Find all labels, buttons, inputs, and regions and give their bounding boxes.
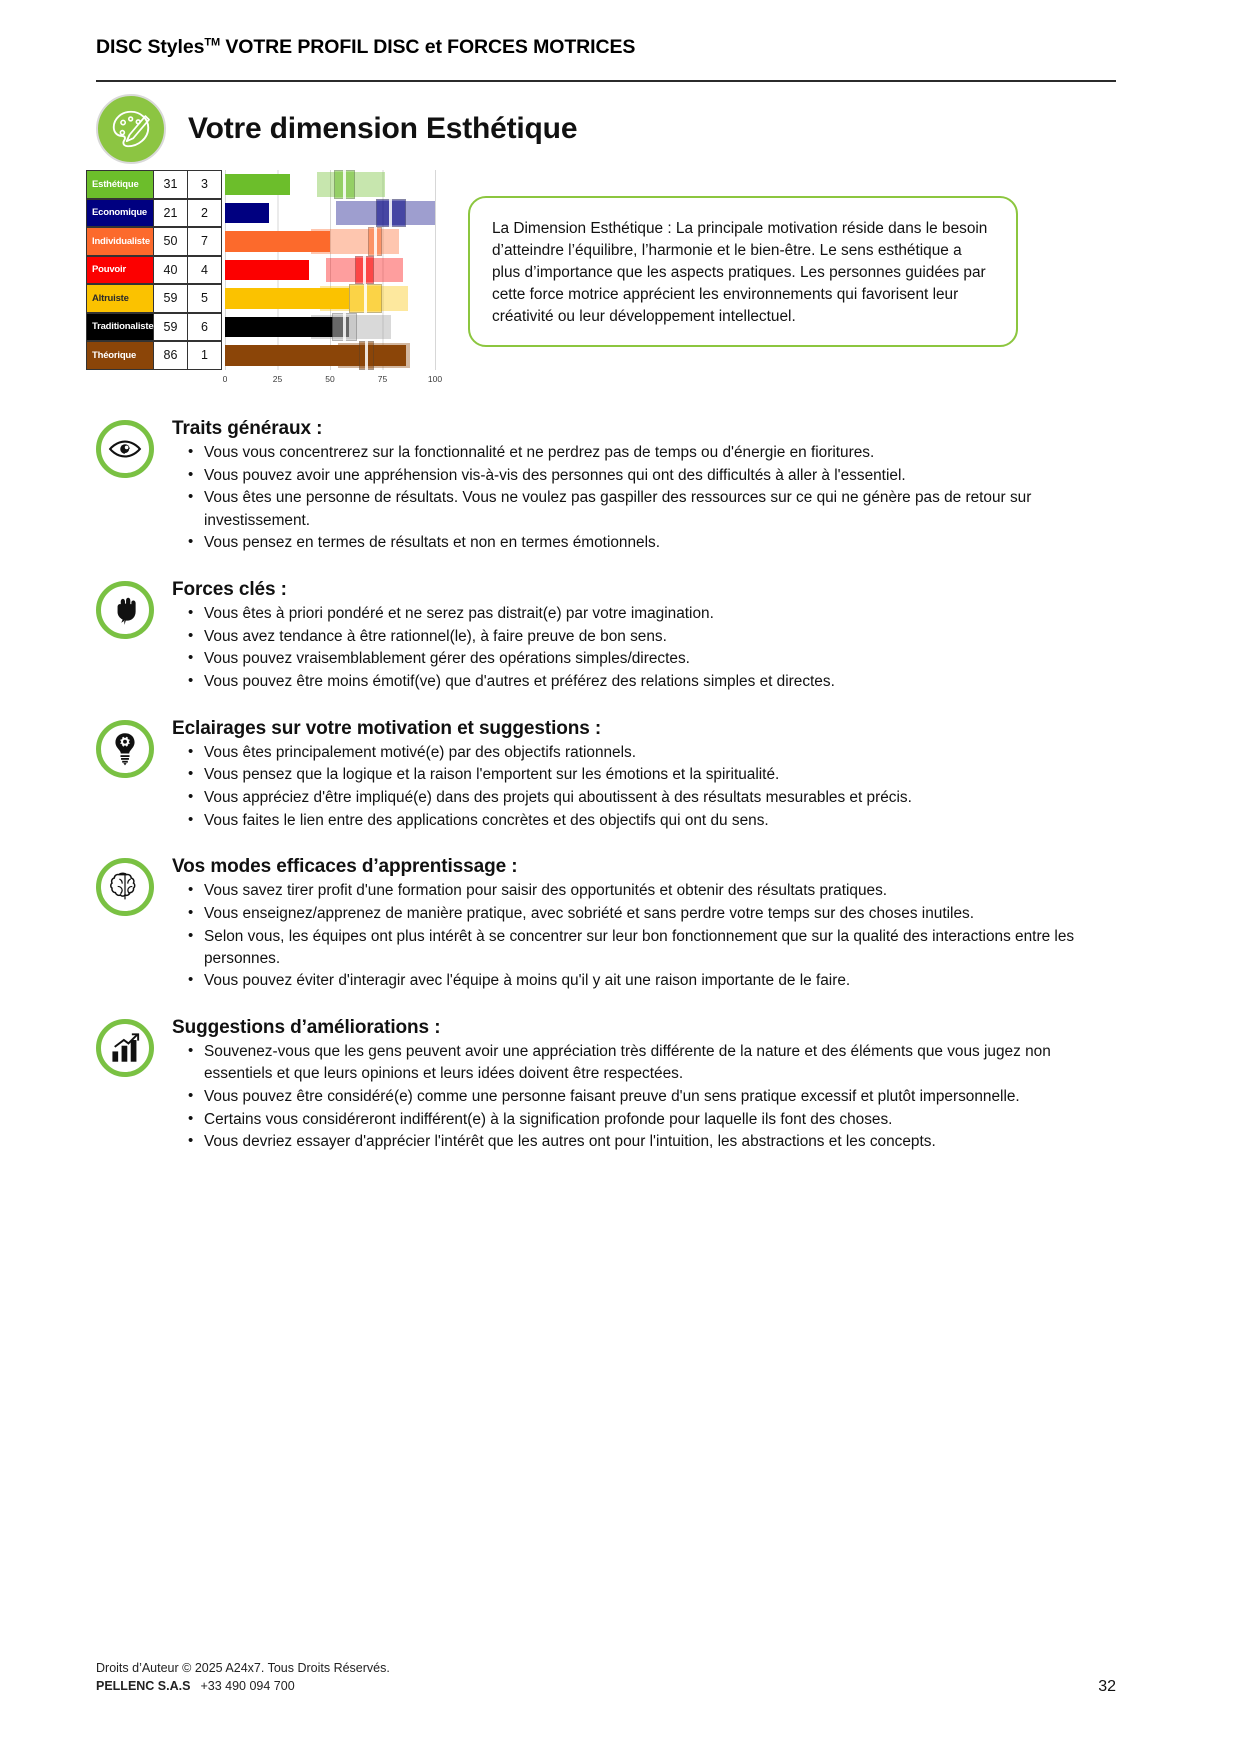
section-title: Traits généraux : [172,418,323,439]
chart-row [86,170,436,199]
dimension-title: Votre dimension Esthétique [188,112,578,145]
brain-icon [96,858,154,916]
section-bullet-item: • Vous pensez que la logique et la raison l'emportent sur les émotions et la spiritualité. [188,764,1116,786]
section-bullet-item: • Vous savez tirer profit d'une formation pour saisir des opportunités et obtenir des résultats pratiques. [188,880,1116,902]
content-section [96,1015,1116,1154]
lightbulb-gear-icon [96,720,154,778]
section-body [172,716,1116,833]
header-title-rest: VOTRE PROFIL DISC et FORCES MOTRICES [220,36,636,58]
section-bullet-list [172,1041,1116,1153]
footer-left [96,1659,390,1697]
section-body [172,577,1116,694]
footer-company: PELLENC S.A.S [96,1679,191,1694]
chart-row-label: Esthétique [86,170,154,199]
chart-row-label: Théorique [86,341,154,370]
chart-row-rank: 5 [188,284,222,313]
chart-row-rank: 4 [188,256,222,285]
chart-axis-tick: 0 [222,373,228,384]
section-bullet-item: • Vous faites le lien entre des applications concrètes et des objectifs qui ont du sens. [188,810,1116,832]
chart-norm-median-marker [389,199,392,228]
section-bullet-item: • Souvenez-vous que les gens peuvent avoir une appréciation très différente de la nature et des éléments que vous jugez non essentiels et que leurs opinions et leurs idées doivent être respectées. [188,1041,1116,1085]
chart-norm-median-marker [365,341,368,370]
page-footer [96,1659,1116,1697]
chart-bar [225,231,330,252]
content-section [96,416,1116,555]
chart-row-score: 40 [154,256,188,285]
chart-row-score: 50 [154,227,188,256]
chart-row [86,227,436,256]
chart-row-plot [225,170,436,199]
chart-row [86,256,436,285]
chart-row-score: 59 [154,284,188,313]
section-bullet-item: • Vous avez tendance à être rationnel(le), à faire preuve de bon sens. [188,626,1116,648]
chart-rows [86,170,436,370]
chart-row-score: 86 [154,341,188,370]
chart-row-rank: 6 [188,313,222,342]
forces-motrices-chart [86,170,443,392]
content-section [96,854,1116,993]
section-title: Vos modes efficaces d’apprentissage : [172,856,518,878]
chart-row-score: 21 [154,199,188,228]
footer-copyright: Droits d’Auteur © 2025 A24x7. Tous Droits Réservés. [96,1660,390,1675]
section-bullet-item: • Vous pouvez éviter d'interagir avec l'équipe à moins qu'il y ait une raison importante de le faire. [188,970,1116,992]
section-bullet-list [172,603,1116,693]
chart-norm-median-marker [343,313,346,342]
footer-phone: +33 490 094 700 [200,1679,295,1694]
chart-row-rank: 2 [188,199,222,228]
chart-bar [225,345,406,366]
chart-axis-tick: 25 [272,373,283,384]
chart-row-plot [225,227,436,256]
chart-bar [225,288,349,309]
chart-row-label: Individualiste [86,227,154,256]
section-title: Eclairages sur votre motivation et suggestions : [172,717,602,739]
chart-row [86,341,436,370]
chart-bar [225,317,349,338]
page-number: 32 [1098,1678,1116,1695]
section-bullet-item: • Vous êtes principalement motivé(e) par des objectifs rationnels. [188,742,1116,764]
chart-row-plot [225,313,436,342]
growth-chart-icon [96,1019,154,1077]
section-bullet-item: • Vous pouvez vraisemblablement gérer des opérations simples/directes. [188,648,1116,670]
chart-row-plot [225,256,436,285]
section-badge-column [96,716,172,778]
chart-axis-tick: 100 [427,373,443,384]
fist-icon [96,581,154,639]
chart-row-label: Pouvoir [86,256,154,285]
chart-bar [225,203,269,224]
section-bullet-item: • Vous pouvez avoir une appréhension vis-à-vis des personnes qui ont des difficultés à aller à l'essentiel. [188,465,1116,487]
section-badge-column [96,1015,172,1077]
content-sections [96,416,1116,1176]
chart-row-plot [225,341,436,370]
chart-x-axis [222,370,443,392]
chart-row-rank: 1 [188,341,222,370]
section-title: Forces clés : [172,578,287,600]
chart-norm-median-marker [363,256,366,285]
dimension-heading [96,94,577,164]
header-title-main: DISC Styles [96,36,205,58]
content-section [96,716,1116,833]
chart-row [86,313,436,342]
chart-norm-median-marker [364,284,367,313]
section-bullet-item: • Vous pouvez être considéré(e) comme une personne faisant preuve d'un sens pratique excessif et plutôt impersonnelle. [188,1086,1116,1108]
chart-norm-median-marker [343,170,346,199]
section-bullet-list [172,742,1116,832]
chart-row-label: Economique [86,199,154,228]
dimension-description-text: La Dimension Esthétique : La principale motivation réside dans le besoin d’atteindre l’équilibre, l’harmonie et le bien-être. Le sens esthétique a plus d’importance que les aspects pratiques. Les personnes guidées par cette force motrice apprécient les environnements qui favorisent leur créativité ou leur développement intellectuel. [492,220,988,325]
section-bullet-item: • Vous êtes une personne de résultats. Vous ne voulez pas gaspiller des ressources sur ce qui ne génère pas de retour sur investissement. [188,487,1116,531]
chart-norm-median-marker [374,227,377,256]
chart-row-score: 31 [154,170,188,199]
page-header [96,36,1116,59]
section-badge-column [96,577,172,639]
chart-row-rank: 3 [188,170,222,199]
section-badge-column [96,416,172,478]
header-title [96,36,1116,59]
palette-icon [96,94,166,164]
chart-bar [225,174,290,195]
section-bullet-item: • Selon vous, les équipes ont plus intérêt à se concentrer sur leur bon fonctionnement que sur la qualité des interactions entre les personnes. [188,926,1116,970]
section-bullet-item: • Vous devriez essayer d'apprécier l'intérêt que les autres ont pour l'intuition, les abstractions et les concepts. [188,1131,1116,1153]
chart-row [86,199,436,228]
chart-row-plot [225,284,436,313]
chart-axis-tick: 50 [325,373,335,384]
header-divider [96,80,1116,82]
section-bullet-item: • Certains vous considéreront indifférent(e) à la signification profonde pour laquelle ils font des choses. [188,1109,1116,1131]
section-bullet-item: • Vous appréciez d'être impliqué(e) dans des projets qui aboutissent à des résultats mesurables et précis. [188,787,1116,809]
chart-row-plot [225,199,436,228]
section-body [172,1015,1116,1154]
chart-row-rank: 7 [188,227,222,256]
section-body [172,854,1116,993]
dimension-description-callout [468,196,1018,347]
chart-axis-tick: 75 [377,373,388,384]
section-body [172,416,1116,555]
chart-row-score: 59 [154,313,188,342]
chart-bar [225,260,309,281]
section-badge-column [96,854,172,916]
section-bullet-item: • Vous enseignez/apprenez de manière pratique, avec sobriété et sans perdre votre temps sur des choses inutiles. [188,903,1116,925]
section-bullet-item: • Vous vous concentrerez sur la fonctionnalité et ne perdrez pas de temps ou d'énergie en fioritures. [188,442,1116,464]
section-bullet-item: • Vous pensez en termes de résultats et non en termes émotionnels. [188,532,1116,554]
chart-row-label: Traditionaliste [86,313,154,342]
section-bullet-item: • Vous êtes à priori pondéré et ne serez pas distrait(e) par votre imagination. [188,603,1116,625]
header-title-trademark: TM [204,36,221,49]
section-title: Suggestions d’améliorations : [172,1017,441,1039]
content-section [96,577,1116,694]
chart-row-label: Altruiste [86,284,154,313]
chart-row [86,284,436,313]
eye-icon [96,420,154,478]
section-bullet-list [172,442,1116,554]
section-bullet-list [172,880,1116,992]
section-bullet-item: • Vous pouvez être moins émotif(ve) que d'autres et préférez des relations simples et directes. [188,671,1116,693]
